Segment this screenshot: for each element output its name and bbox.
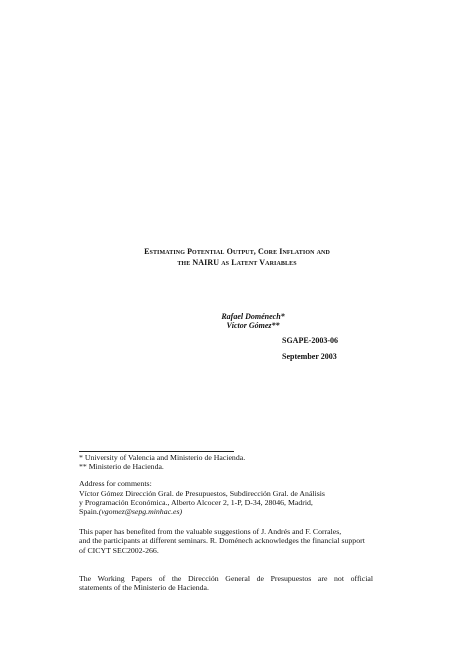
address-line-2: y Programación Económica., Alberto Alcocer 2, 1-P, D-34, 28046, Madrid, [79,498,313,507]
contact-email[interactable]: (vgomez@sepg.minhac.es) [98,507,183,516]
disclaimer-line-1: The Working Papers of the Dirección General de Presupuestos are not official [79,574,373,583]
footnote-2: ** Ministerio de Hacienda. [79,462,164,471]
author-1: Rafael Doménech* [221,312,285,321]
acknowledgement-line-3: of CICYT SEC2002-266. [79,546,159,555]
footnote-rule [79,451,234,452]
title-line-2 [0,258,474,267]
address-country: Spain. [79,507,99,516]
title-line-2-text: the NAIRU as Latent Variables [177,258,297,267]
acknowledgement-line-1: This paper has benefited from the valuable suggestions of J. Andrés and F. Corrales, [79,527,342,536]
acknowledgement-line-2: and the participants at different seminars. R. Doménech acknowledges the financial support [79,536,365,545]
paper-id: SGAPE-2003-06 [282,336,338,345]
author-2: Víctor Gómez** [226,321,280,330]
disclaimer-line-2: statements of the Ministerio de Hacienda. [79,583,209,592]
title-line-1 [0,247,474,256]
paper-date: September 2003 [282,352,337,361]
footnote-1: * University of Valencia and Ministerio de Hacienda. [79,453,246,462]
address-line-1: Víctor Gómez Dirección Gral. de Presupuestos, Subdirección Gral. de Análisis [79,489,325,498]
address-heading: Address for comments: [79,479,152,488]
title-line-1-text: Estimating Potential Output, Core Inflation and [144,247,330,256]
address-line-3 [79,507,182,517]
